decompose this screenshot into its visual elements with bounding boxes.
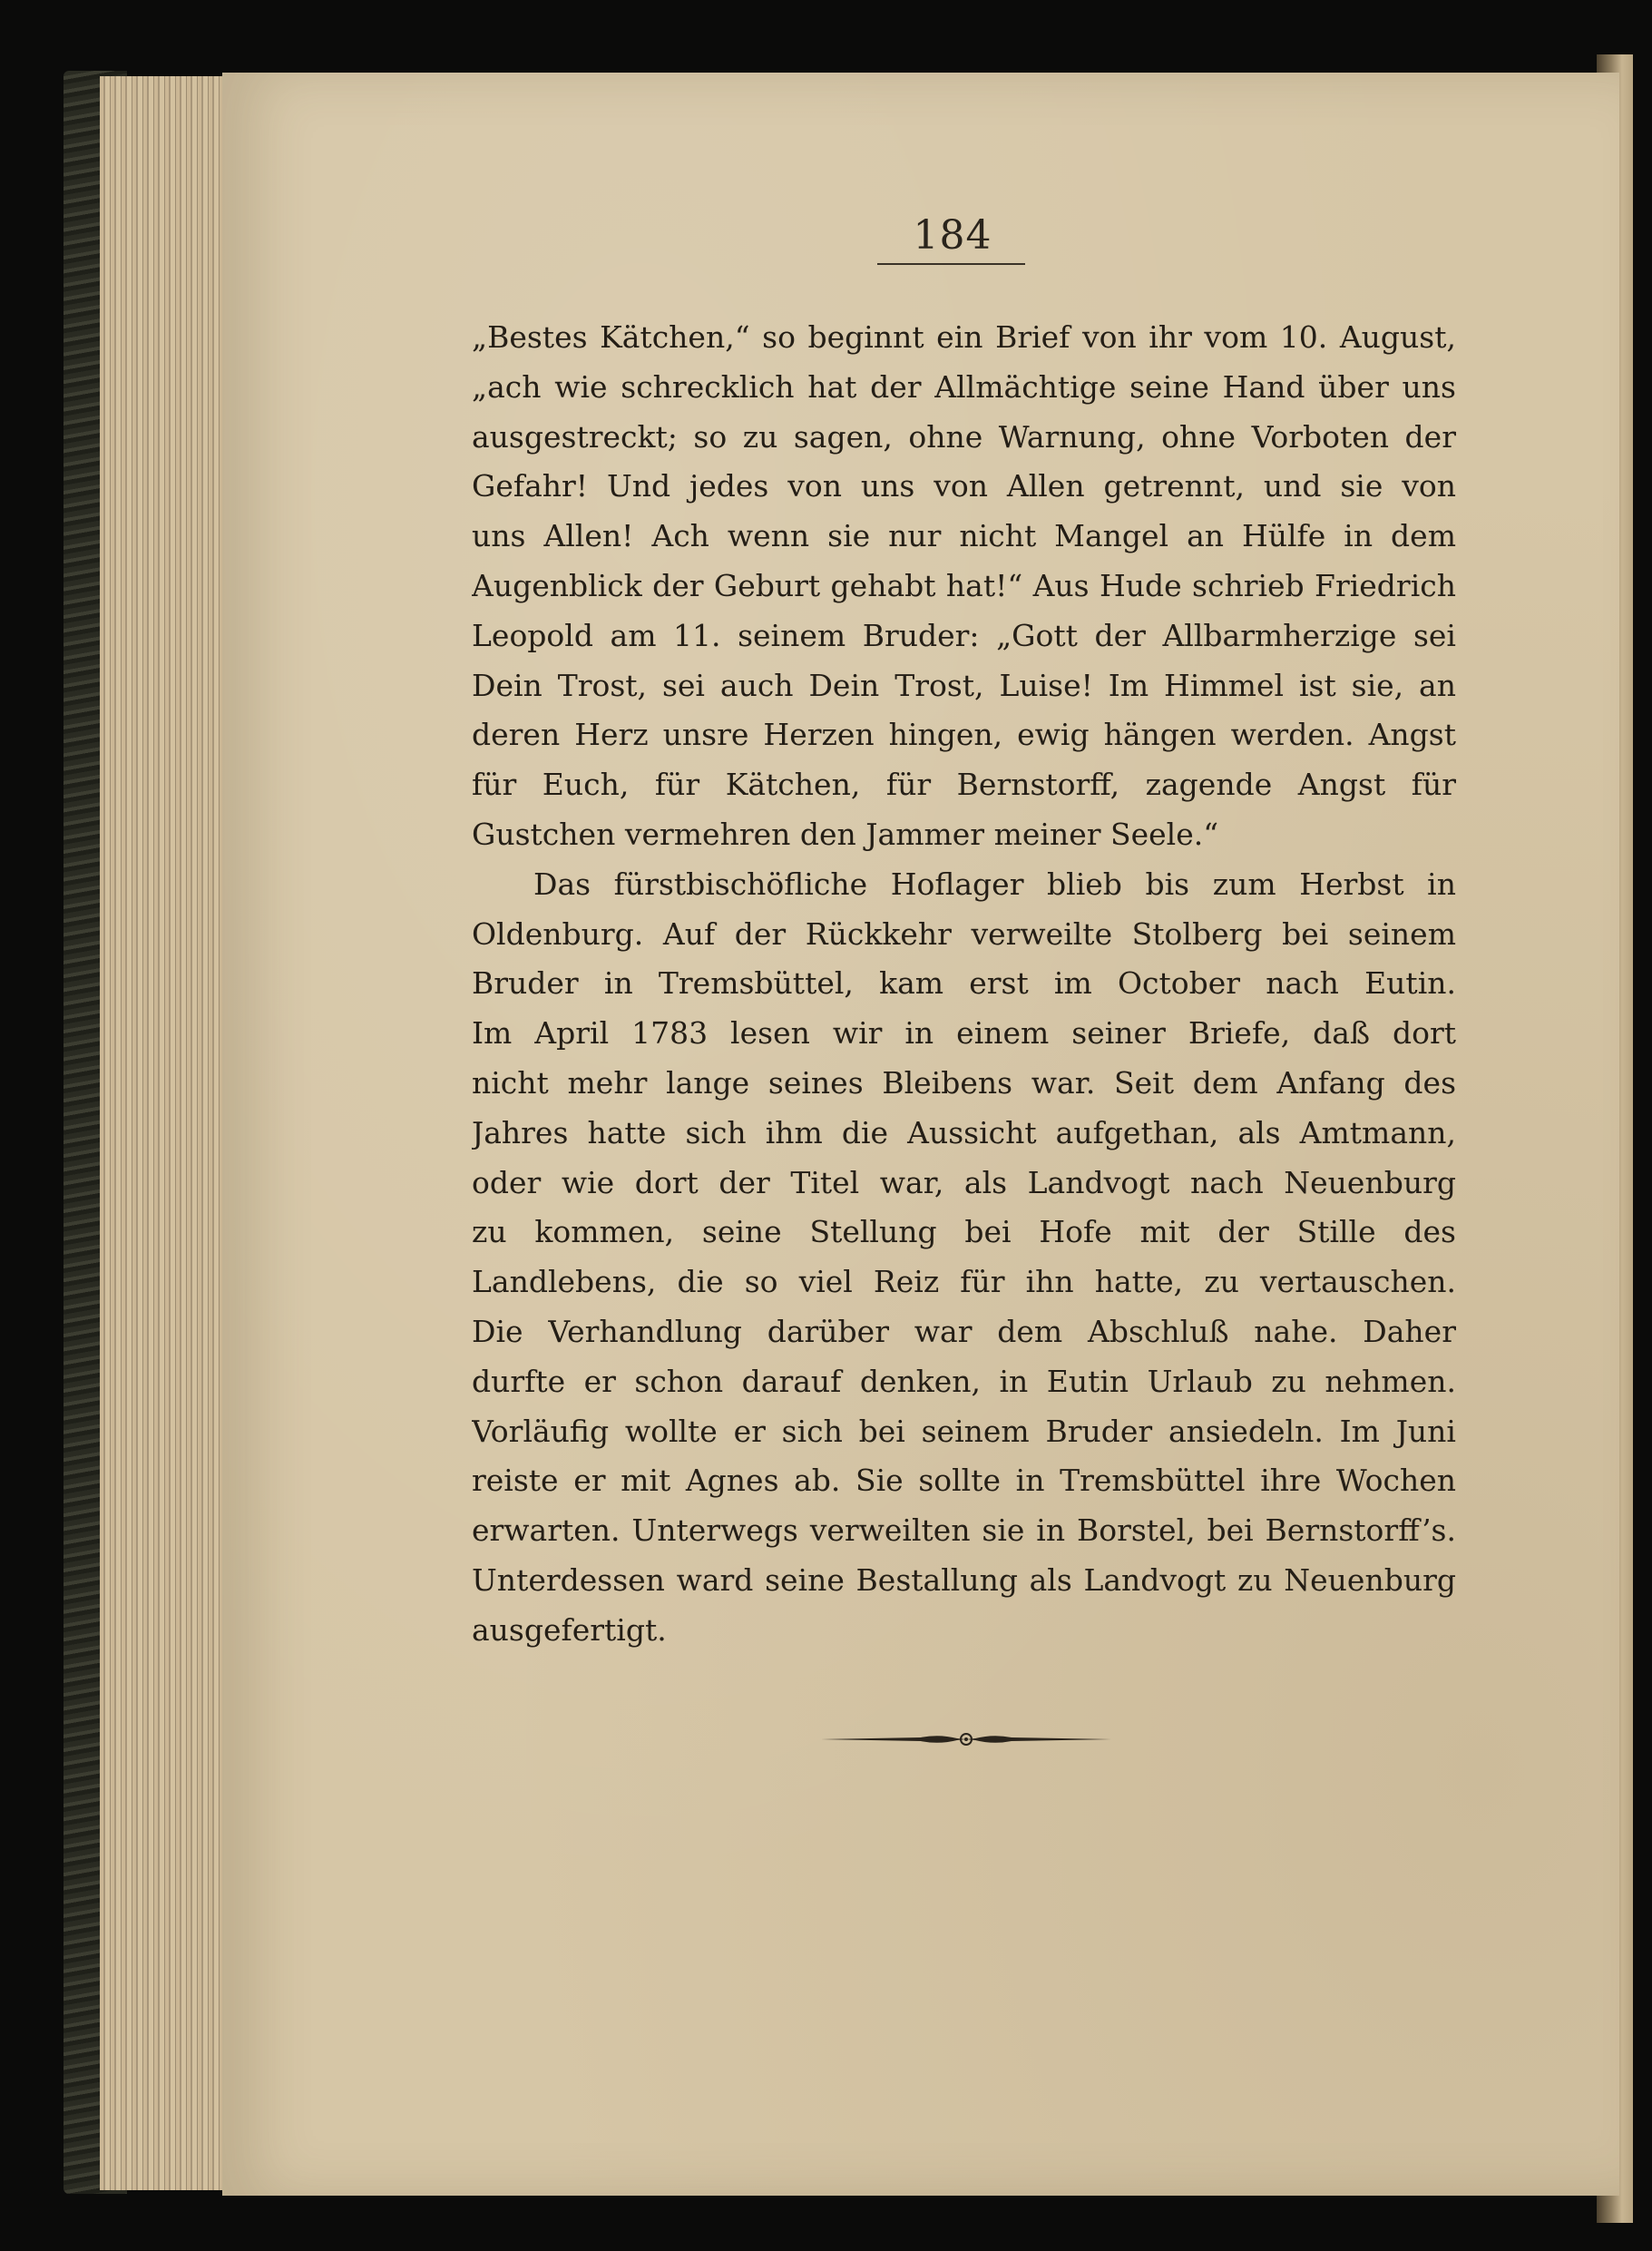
body-text xyxy=(472,313,1456,1656)
text-line: Unterdessen ward seine Bestallung als Landvogt zu Neuenburg xyxy=(472,1561,1456,1598)
text-line: Die Verhandlung darüber war dem Abschluß nahe. Daher xyxy=(472,1313,1456,1349)
text-line: „Bestes Kätchen,“ so beginnt ein Brief von ihr vom 10. August, xyxy=(472,319,1456,355)
text-line: ausgestreckt; so zu sagen, ohne Warnung, ohne Vorboten der xyxy=(472,418,1456,455)
text-line: Das fürstbischöfliche Hoflager blieb bis zum Herbst in xyxy=(533,866,1456,902)
text-line: Dein Trost, sei auch Dein Trost, Luise! Im Himmel ist sie, an xyxy=(472,667,1456,703)
text-line: Oldenburg. Auf der Rückkehr verweilte Stolberg bei seinem xyxy=(472,915,1456,952)
text-line: „ach wie schrecklich hat der Allmächtige seine Hand über uns xyxy=(472,368,1456,405)
text-line: Bruder in Tremsbüttel, kam erst im October nach Eutin. xyxy=(472,965,1456,1002)
text-line: Vorläufig wollte er sich bei seinem Bruder ansiedeln. Im Juni xyxy=(472,1413,1456,1449)
page-edges xyxy=(100,76,236,2190)
text-line: nicht mehr lange seines Bleibens war. Seit dem Anfang des xyxy=(472,1064,1456,1101)
text-line: Im April 1783 lesen wir in einem seiner Briefe, daß dort xyxy=(472,1015,1456,1052)
text-line: reiste er mit Agnes ab. Sie sollte in Tremsbüttel ihre Wochen xyxy=(472,1463,1456,1499)
text-line: ausgefertigt. xyxy=(472,1611,667,1648)
text-line: Jahres hatte sich ihm die Aussicht aufgethan, als Amtmann, xyxy=(472,1114,1456,1150)
end-ornament xyxy=(821,1728,1111,1750)
page-number: 184 xyxy=(913,212,992,259)
text-line: Gustchen vermehren den Jammer meiner Seele.“ xyxy=(472,816,1219,852)
text-line: Augenblick der Geburt gehabt hat!“ Aus Hude schrieb Friedrich xyxy=(472,567,1456,603)
text-line: für Euch, für Kätchen, für Bernstorff, zagende Angst für xyxy=(472,767,1456,803)
header-rule xyxy=(877,263,1025,265)
text-line: Landlebens, die so viel Reiz für ihn hatte, zu vertauschen. xyxy=(472,1264,1456,1300)
text-line: erwarten. Unterwegs verweilten sie in Borstel, bei Bernstorff’s. xyxy=(472,1512,1456,1549)
text-line: zu kommen, seine Stellung bei Hofe mit der Stille des xyxy=(472,1214,1456,1250)
text-line: deren Herz unsre Herzen hingen, ewig hängen werden. Angst xyxy=(472,717,1456,753)
text-line: oder wie dort der Titel war, als Landvogt nach Neuenburg xyxy=(472,1164,1456,1200)
text-line: Leopold am 11. seinem Bruder: „Gott der Allbarmherzige sei xyxy=(472,617,1456,653)
text-line: durfte er schon darauf denken, in Eutin Urlaub zu nehmen. xyxy=(472,1363,1456,1399)
text-line: Gefahr! Und jedes von uns von Allen getrennt, und sie von xyxy=(472,468,1456,504)
text-line: uns Allen! Ach wenn sie nur nicht Mangel an Hülfe in dem xyxy=(472,518,1456,554)
